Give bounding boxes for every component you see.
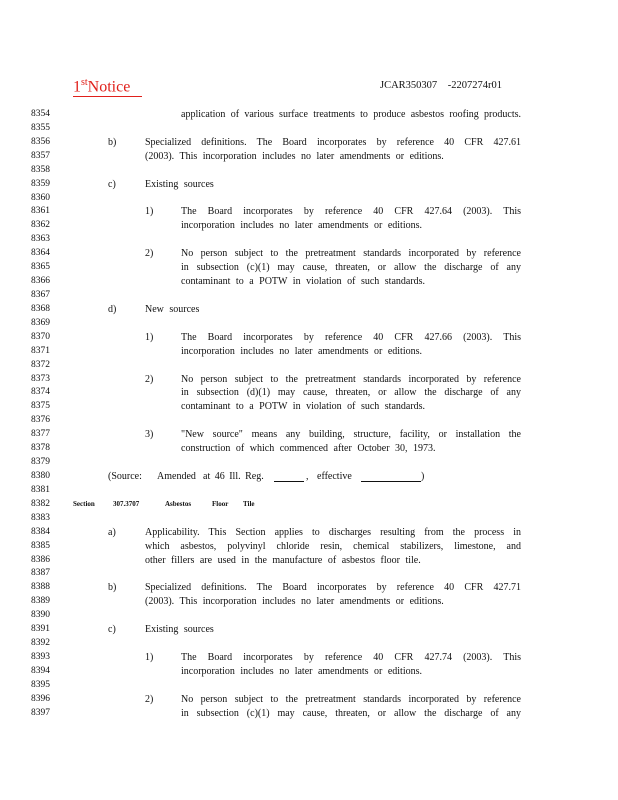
text-line (0, 331, 618, 345)
text-line (0, 428, 618, 442)
line-text: contaminant to a POTW in violation of such standards. (181, 401, 426, 413)
text-line (0, 400, 618, 414)
text-line (0, 317, 618, 331)
line-number: 8384 (31, 526, 50, 537)
text-line (0, 233, 618, 247)
notice-header: 1stNotice (73, 74, 142, 97)
document-body (0, 108, 618, 721)
line-number: 8376 (31, 415, 50, 426)
line-text: other fillers are used in the manufacture of asbestos floor tile. (145, 554, 421, 566)
paragraph-label: 2) (145, 248, 154, 260)
text-line (0, 345, 618, 359)
line-text: "New source" means any building, structure, facility, or installation the (181, 429, 521, 441)
line-number: 8391 (31, 624, 50, 635)
line-number: 8363 (31, 234, 50, 245)
line-number: 8393 (31, 651, 50, 662)
text-line (0, 581, 618, 595)
text-line (0, 442, 618, 456)
line-number: 8377 (31, 429, 50, 440)
line-number: 8362 (31, 220, 50, 231)
text-line (0, 414, 618, 428)
line-text: Applicability. This Section applies to discharges resulting from the process in (145, 526, 521, 538)
text-line (0, 512, 618, 526)
text-line (0, 275, 618, 289)
section-word: Section (73, 499, 95, 508)
text-line (0, 122, 618, 136)
line-text: (2003). This incorporation includes no later amendments or editions. (145, 596, 444, 608)
line-number: 8385 (31, 540, 50, 551)
paragraph-label: 1) (145, 331, 154, 343)
text-line (0, 707, 618, 721)
text-line (0, 192, 618, 206)
text-line (0, 164, 618, 178)
effective-date-blank (361, 472, 421, 482)
line-number: 8366 (31, 276, 50, 287)
line-number: 8375 (31, 401, 50, 412)
effective-label: effective (317, 470, 352, 482)
text-line (0, 665, 618, 679)
subsection-label: c) (108, 178, 116, 190)
paragraph-label: 2) (145, 693, 154, 705)
text-line (0, 623, 618, 637)
line-text: Specialized definitions. The Board incorporates by reference 40 CFR 427.71 (145, 582, 521, 594)
text-line (0, 470, 618, 484)
line-number: 8386 (31, 554, 50, 565)
line-number: 8361 (31, 206, 50, 217)
text-line (0, 205, 618, 219)
line-number: 8354 (31, 109, 50, 119)
line-number: 8358 (31, 164, 50, 175)
line-text: New sources (145, 303, 200, 315)
text-line (0, 526, 618, 540)
paragraph-label: 2) (145, 373, 154, 385)
text-line (0, 540, 618, 554)
line-text: No person subject to the pretreatment standards incorporated by reference (181, 693, 521, 705)
text-line (0, 498, 618, 512)
line-number: 8357 (31, 150, 50, 161)
subsection-label: b) (108, 136, 117, 148)
subsection-label: b) (108, 582, 117, 594)
text-line (0, 693, 618, 707)
line-number: 8359 (31, 178, 50, 189)
paragraph-label: 1) (145, 206, 154, 218)
line-text: Existing sources (145, 624, 214, 636)
text-line (0, 637, 618, 651)
amended-label: Amended (157, 470, 196, 482)
register-ref: at 46 Ill. Reg. (203, 470, 264, 482)
line-number: 8397 (31, 707, 50, 718)
text-line (0, 303, 618, 317)
paragraph-label: 1) (145, 651, 154, 663)
line-number: 8388 (31, 582, 50, 593)
text-line (0, 261, 618, 275)
line-number: 8383 (31, 512, 50, 523)
text-line (0, 567, 618, 581)
text-line (0, 679, 618, 693)
text-line (0, 386, 618, 400)
comma: , (306, 470, 309, 482)
line-text: contaminant to a POTW in violation of such standards. (181, 276, 426, 288)
text-line (0, 178, 618, 192)
line-text: application of various surface treatments to produce asbestos roofing products. (181, 109, 521, 120)
text-line (0, 136, 618, 150)
line-text: in subsection (c)(1) may cause, threaten, or allow the discharge of any (181, 707, 521, 719)
section-title-word: Tile (243, 499, 255, 508)
line-number: 8372 (31, 359, 50, 370)
line-number: 8371 (31, 345, 50, 356)
line-number: 8379 (31, 457, 50, 468)
line-text: The Board incorporates by reference 40 CFR 427.74 (2003). This (181, 651, 521, 663)
line-number: 8368 (31, 303, 50, 314)
line-number: 8365 (31, 262, 50, 273)
text-line (0, 651, 618, 665)
line-number: 8374 (31, 387, 50, 398)
line-number: 8373 (31, 373, 50, 384)
line-number: 8369 (31, 317, 50, 328)
text-line (0, 484, 618, 498)
text-line (0, 359, 618, 373)
line-text: No person subject to the pretreatment standards incorporated by reference (181, 373, 521, 385)
text-line (0, 554, 618, 568)
line-text: The Board incorporates by reference 40 CFR 427.64 (2003). This (181, 206, 521, 218)
text-line (0, 595, 618, 609)
line-text: (2003). This incorporation includes no later amendments or editions. (145, 150, 444, 162)
close-paren: ) (421, 470, 425, 482)
line-number: 8395 (31, 679, 50, 690)
subsection-label: d) (108, 303, 117, 315)
line-number: 8387 (31, 568, 50, 579)
line-number: 8396 (31, 693, 50, 704)
line-number: 8364 (31, 248, 50, 259)
paragraph-label: 3) (145, 429, 154, 441)
line-number: 8370 (31, 331, 50, 342)
line-number: 8360 (31, 192, 50, 203)
subsection-label: c) (108, 624, 116, 636)
text-line (0, 609, 618, 623)
line-text: in subsection (d)(1) may cause, threaten, or allow the discharge of any (181, 387, 521, 399)
line-text: construction of which commenced after October 30, 1973. (181, 443, 436, 455)
line-text: in subsection (c)(1) may cause, threaten, or allow the discharge of any (181, 262, 521, 274)
text-line (0, 373, 618, 387)
line-number: 8367 (31, 289, 50, 300)
line-text: The Board incorporates by reference 40 CFR 427.66 (2003). This (181, 331, 521, 343)
text-line (0, 289, 618, 303)
register-blank (274, 472, 304, 482)
line-number: 8381 (31, 484, 50, 495)
line-text: incorporation includes no later amendments or editions. (181, 665, 422, 677)
source-label: (Source: (108, 470, 142, 482)
section-title-word: Asbestos (165, 499, 192, 508)
line-number: 8392 (31, 638, 50, 649)
line-text: which asbestos, polyvinyl chloride resin, chemical stabilizers, limestone, and (145, 540, 521, 552)
line-number: 8390 (31, 610, 50, 621)
line-number: 8355 (31, 122, 50, 133)
text-line (0, 108, 618, 122)
line-number: 8378 (31, 443, 50, 454)
text-line (0, 247, 618, 261)
section-title-word: Floor (212, 499, 229, 508)
line-text: incorporation includes no later amendments or editions. (181, 345, 422, 357)
jcar-code: JCAR350307 -2207274r01 (380, 80, 503, 91)
text-line (0, 456, 618, 470)
section-number: 307.3707 (113, 499, 140, 508)
line-text: incorporation includes no later amendments or editions. (181, 220, 422, 232)
line-text: Specialized definitions. The Board incorporates by reference 40 CFR 427.61 (145, 136, 521, 148)
line-text: No person subject to the pretreatment standards incorporated by reference (181, 248, 521, 260)
text-line (0, 150, 618, 164)
line-number: 8389 (31, 596, 50, 607)
subsection-label: a) (108, 526, 116, 538)
line-number: 8380 (31, 470, 50, 481)
line-number: 8382 (31, 498, 50, 509)
line-number: 8356 (31, 136, 50, 147)
text-line (0, 219, 618, 233)
line-number: 8394 (31, 665, 50, 676)
line-text: Existing sources (145, 178, 214, 190)
